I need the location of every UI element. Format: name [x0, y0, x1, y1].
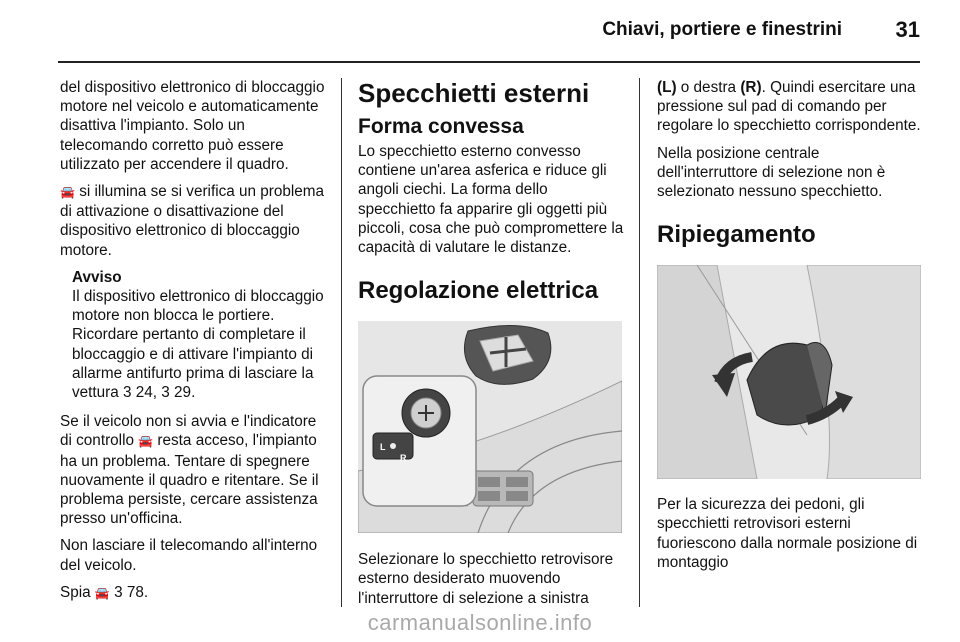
paragraph-immobilizer: del dispositivo elettronico di bloccaggio motore nel veicolo e automaticamente disattiva l'impianto. Solo un telecomando corretto può essere utilizzato per accendere il quadro.: [60, 79, 325, 173]
immobilizer-icon: 🚘: [60, 185, 75, 200]
mirror-folding-drawing: [657, 265, 921, 479]
page-ref-link[interactable]: 3 24: [123, 384, 153, 402]
note-text: Il dispositivo elettronico di bloccaggio motore non blocca le portiere. Ricordare pertanto di completare il bloccaggio e di attivare l'impianto di allarme antifurto prima di lasciare la vettura 3 24, 3 29.: [72, 288, 324, 402]
subsection-title: Regolazione elettrica: [358, 277, 599, 305]
subsection-title: Forma convessa: [358, 115, 524, 138]
column-2: [358, 78, 624, 616]
column-divider-2: [639, 78, 640, 607]
watermark: carmanualsonline.info: [367, 610, 593, 635]
mirror-folding-illustration: [657, 265, 921, 479]
paragraph-center-position: Nella posizione centrale dell'interruttore di selezione non è selezionato nessuno specchietto.: [657, 144, 886, 201]
note-box: [60, 268, 326, 402]
section-title: Specchietti esterni: [358, 78, 590, 108]
page-ref-link[interactable]: 3 29: [161, 384, 192, 402]
page-number: 31: [895, 17, 920, 42]
paragraph-pedestrian-safety: Per la sicurezza dei pedoni, gli specchietti retrovisori esterni fuoriescono dalla normale posizione di montaggio: [657, 496, 918, 571]
paragraph-select-mirror: Selezionare lo specchietto retrovisore esterno desiderato muovendo l'interruttore di selezione a sinistra: [358, 551, 614, 607]
paragraph-warning-light: Spia 🚘 3 78.: [60, 583, 149, 601]
paragraph-remote: Non lasciare il telecomando all'interno del veicolo.: [60, 537, 318, 574]
note-title: Avviso: [72, 268, 122, 286]
mirror-adjustment-illustration: [358, 321, 622, 533]
immobilizer-icon: 🚘: [94, 585, 110, 600]
paragraph-problem: Se il veicolo non si avvia e l'indicatore di controllo 🚘 resta acceso, l'impianto ha un problema. Tentare di spegnere nuovamente il quadro e ritentare. Se il problema persiste, cercare assistenza presso un'officina.: [60, 413, 319, 528]
column-1: [60, 78, 326, 611]
column-3: [657, 78, 922, 580]
paragraph-indicator: 🚘 si illumina se si verifica un problema di attivazione o disattivazione del dispositivo elettronico di bloccaggio motore.: [60, 183, 325, 259]
section-title: Ripiegamento: [657, 221, 816, 249]
immobilizer-icon: 🚘: [138, 434, 154, 449]
switch-label-r: R: [400, 453, 407, 464]
paragraph-adjust: (L) o destra (R). Quindi esercitare una pressione sul pad di comando per regolare lo specchietto corrispondente.: [657, 79, 921, 135]
page-ref-link[interactable]: 3 78.: [109, 583, 149, 601]
mirror-adjustment-drawing: [358, 321, 622, 533]
header-rule: [58, 61, 920, 63]
column-divider-1: [341, 78, 342, 607]
switch-label-l: L: [380, 442, 386, 453]
page-header-title: Chiavi, portiere e finestrini: [602, 19, 842, 40]
paragraph-convex: Lo specchietto esterno convesso contiene un'area asferica e riduce gli angoli ciechi. La forma dello specchietto fa apparire gli oggetti più piccoli, cosa che può compromettere la capacità di valutare le distanze.: [358, 143, 624, 257]
